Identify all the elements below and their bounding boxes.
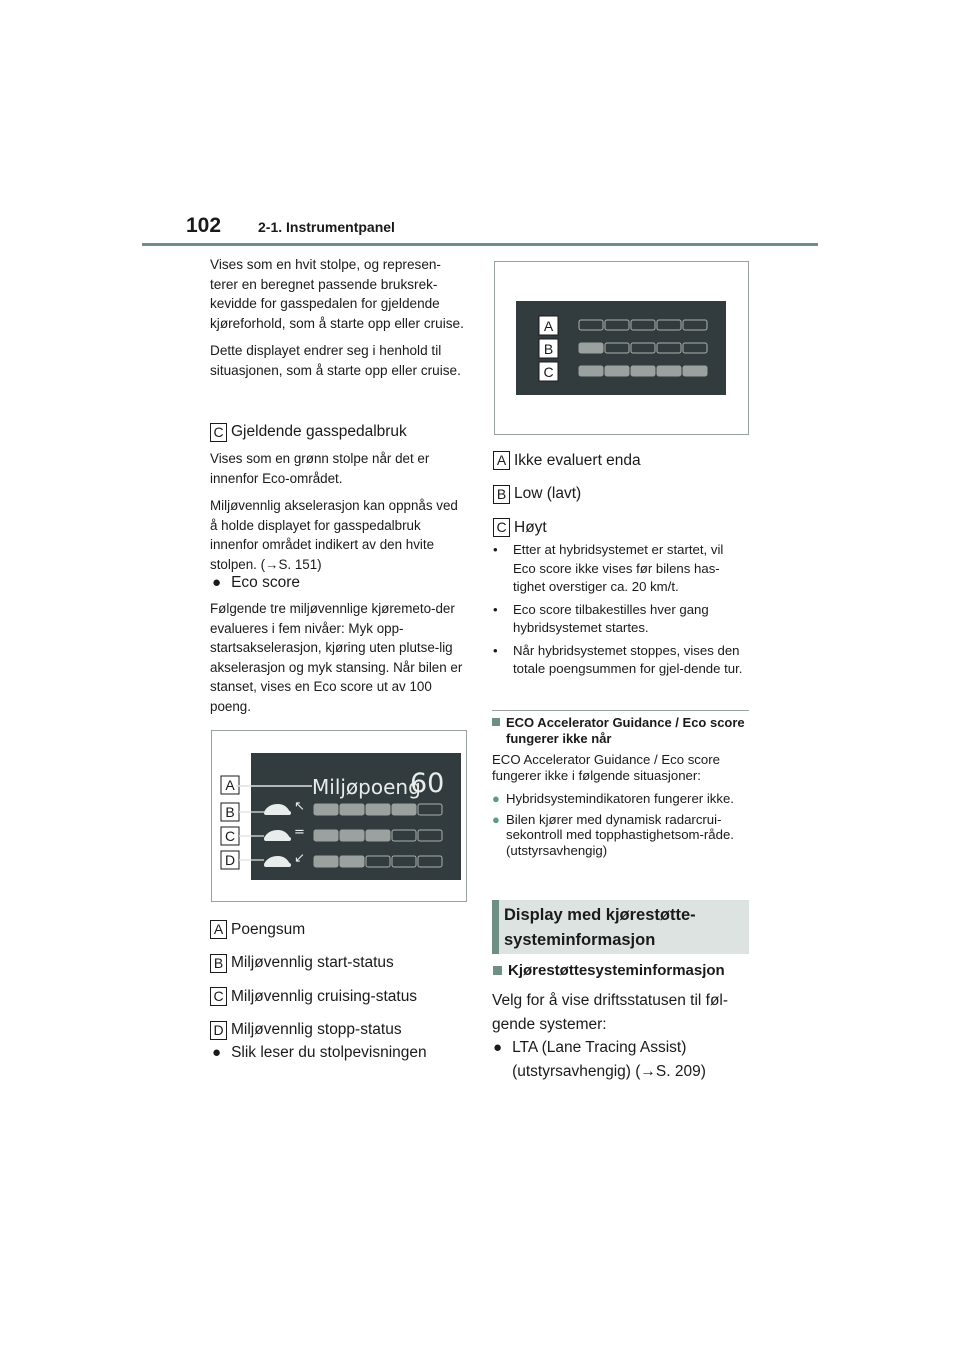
warn-title: ECO Accelerator Guidance / Eco score fungerer ikke når [506,715,745,746]
notes-list [493,541,749,683]
left-column [210,255,466,388]
bar-segment-filled [314,804,338,815]
bar-segment-filled [314,856,338,867]
figure-label: D [224,852,236,868]
car-body-icon [264,837,291,841]
legend-text: Miljøvennlig stopp-status [231,1021,402,1039]
arrow-icon: = [294,825,305,840]
label-group [539,316,558,381]
paragraph-white-bar: Vises som en hvit stolpe, og represen-terer en beregnet passende bruksrek-kevidde for gasspedalen for gjeldende kjøreforhold, som å starte opp eller cruise. [210,257,464,331]
bar-segment-filled [579,343,603,353]
bar-levels-display [495,262,748,434]
eco-score-bullet-text: Eco score [231,574,300,591]
score-value: 60 [410,768,445,799]
warn-item-text: Bilen kjører med dynamisk radarcrui-sekontroll med topphastighetsom-råde. (utstyrsavhengig) [506,811,734,858]
green-bullet-icon: ● [492,811,500,827]
legend-left [210,913,417,1047]
bullet-icon: • [493,642,498,658]
paragraph-eco-accel: Miljøvennlig akselerasjon kan oppnås ved å holde displayet for gasspedalbruk innenfor området indikert av den hvite stolpen. (→S. 151) [210,498,458,572]
section-title: 2-1. Instrumentpanel [258,219,395,235]
note-text: Når hybridsystemet stoppes, vises den totale poengsummen for gjel-dende tur. [513,642,743,676]
note-item [493,642,749,679]
figure-label: A [225,777,235,793]
bar-reading-bullet [212,1042,427,1064]
lta-bullet-text: LTA (Lane Tracing Assist) (utstyrsavhengig) (→S. 209) [512,1039,706,1080]
legend-item [493,444,641,478]
label-box: C [210,987,227,1006]
left-column-2 [210,449,466,582]
lta-bullet [493,1036,750,1084]
legend-right [493,444,641,545]
note-text: Eco score tilbakestilles hver gang hybridsystemet startes. [513,601,709,635]
bar-segment-filled [314,830,338,841]
warn-item-text: Hybridsystemindikatoren fungerer ikke. [506,791,734,806]
legend-text: Low (lavt) [514,485,582,503]
score-title: Miljøpoeng [312,775,421,799]
figure-label: A [543,318,554,334]
sub-heading [493,962,725,979]
figure-label: B [543,341,554,357]
label-box: C [210,423,227,442]
legend-c-heading [210,421,407,443]
bar-segment-filled [366,830,390,841]
warn-item [492,812,749,859]
car-body-icon [264,863,291,867]
label-box: D [210,1021,227,1040]
legend-item [210,913,417,947]
page-number: 102 [186,214,222,237]
bar-segment-filled [631,366,655,376]
warn-heading [492,715,749,746]
legend-text: Miljøvennlig start-status [231,954,394,972]
square-bullet-icon [492,718,500,726]
bar-segment-filled [657,366,681,376]
heading-accent [492,900,499,954]
note-text: Etter at hybridsystemet er startet, vil Eco score ikke vises før bilens has-tighet overstiger ca. 20 km/t. [513,542,724,594]
bar-segment-filled [579,366,603,376]
warn-items [492,791,749,863]
arrow-icon: ↖ [294,799,305,814]
square-bullet-icon [493,966,502,975]
bar-segment-filled [340,856,364,867]
label-box: A [493,451,510,470]
legend-item [210,947,417,981]
divider [492,710,749,711]
bullet-icon: ● [493,1039,503,1056]
body-paragraph: Velg for å vise driftsstatusen til føl-gende systemer: [492,992,729,1033]
paragraph-display-changes: Dette displayet endrer seg i henhold til situasjonen, som å starte opp eller cruise. [210,343,461,378]
bar-segment-filled [683,366,707,376]
bar-segment-filled [340,830,364,841]
legend-item [493,478,641,512]
paragraph-eco-methods: Følgende tre miljøvennlige kjøremeto-der evalueres i fem nivåer: Myk opp-startsakselerasjon, kjøring uten plutse-lig akselerasjon og myk stansing. Når bilen er stanset, vises en Eco score ut av 100 poeng. [210,601,463,714]
bar-segment-filled [605,366,629,376]
label-box: B [493,485,510,504]
legend-item [493,511,641,545]
bar-segment-filled [340,804,364,815]
section-heading: Display med kjørestøtte-systeminformasjon [504,906,696,949]
legend-text: Miljøvennlig cruising-status [231,987,418,1005]
bullet-icon: • [493,601,498,617]
eco-score-display [212,731,466,901]
legend-c-title: Gjeldende gasspedalbruk [231,423,407,440]
label-box: B [210,954,227,973]
figure-label: C [224,828,236,844]
arrow-icon: ↙ [294,851,305,866]
bullet-icon: • [493,542,498,557]
label-box: C [493,518,510,537]
note-item [493,541,749,597]
legend-text: Ikke evaluert enda [514,451,641,469]
bar-segment-filled [392,804,416,815]
car-body-icon [264,811,291,815]
sub-heading-text: Kjørestøttesysteminformasjon [508,962,725,979]
bar-reading-bullet-text: Slik leser du stolpevisningen [231,1044,427,1061]
left-column-3 [210,599,466,724]
legend-text: Poengsum [231,920,306,938]
paragraph-green-bar: Vises som en grønn stolpe når det er innenfor Eco-området. [210,451,430,486]
label-box: A [210,920,227,939]
legend-text: Høyt [514,518,547,536]
header-rule [142,243,818,246]
bullet-icon: ● [212,1044,222,1061]
bar-segment-filled [366,804,390,815]
eco-score-bullet [212,572,300,594]
eco-score-figure [211,730,467,902]
legend-item [210,980,417,1014]
figure-label: B [225,804,235,820]
figure-label: C [543,364,554,380]
warn-item [492,791,749,807]
bullet-icon: ● [212,574,222,591]
green-bullet-icon: ● [492,791,500,806]
note-item [493,601,749,638]
warn-intro: ECO Accelerator Guidance / Eco score fungerer ikke i følgende situasjoner: [492,752,720,783]
bar-levels-figure [494,261,749,435]
